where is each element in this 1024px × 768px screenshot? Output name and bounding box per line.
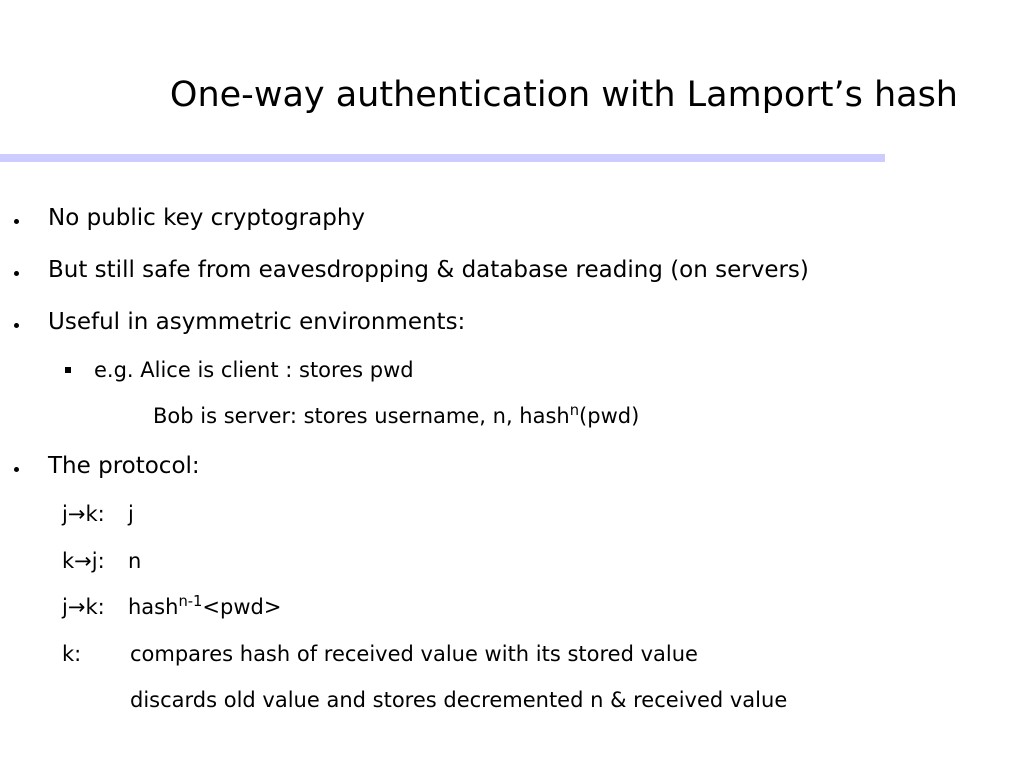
sub-bullet-bob	[153, 402, 639, 430]
bullet-dot-4	[14, 467, 19, 472]
bob-text: Bob is server: stores username, n, hash	[153, 404, 570, 428]
step1-message: j	[128, 502, 134, 526]
bullet-no-public-key: No public key cryptography	[48, 205, 366, 231]
arrow-icon: →	[74, 549, 92, 573]
step2-to: j:	[91, 549, 105, 573]
step3-exponent: n-1	[178, 593, 203, 610]
bullet-dot-1	[14, 219, 19, 224]
protocol-actor-k: k:	[62, 642, 82, 666]
sub-bullet-alice: e.g. Alice is client : stores pwd	[94, 358, 414, 382]
protocol-step-1	[62, 500, 134, 528]
step3-from: j	[62, 595, 68, 619]
step2-message: n	[128, 549, 142, 573]
protocol-step-2	[62, 547, 142, 575]
bob-hash-exponent: n	[569, 402, 580, 419]
sub-bullet-square	[65, 367, 71, 373]
protocol-action-compare: compares hash of received value with its stored value	[130, 642, 698, 666]
bullet-dot-2	[14, 271, 19, 276]
step3-message	[128, 593, 281, 621]
protocol-step-3	[62, 593, 282, 621]
bob-pwd-suffix: (pwd)	[579, 404, 640, 428]
arrow-icon: →	[67, 502, 86, 526]
step1-to: k:	[85, 502, 105, 526]
step3-to: k:	[85, 595, 105, 619]
title-rule	[0, 154, 885, 162]
arrow-icon: →	[67, 595, 86, 619]
slide-title: One-way authentication with Lamport’s hash	[169, 75, 958, 115]
protocol-action-discard: discards old value and stores decremented n & received value	[130, 688, 788, 712]
step1-from: j	[62, 502, 68, 526]
step3-pwd: <pwd>	[202, 595, 282, 619]
bullet-asymmetric: Useful in asymmetric environments:	[48, 309, 466, 335]
bullet-dot-3	[14, 323, 19, 328]
step2-from: k	[62, 549, 75, 573]
bullet-protocol: The protocol:	[48, 453, 200, 479]
bullet-eavesdropping: But still safe from eavesdropping & database reading (on servers)	[48, 257, 809, 283]
step3-hash: hash	[128, 595, 179, 619]
